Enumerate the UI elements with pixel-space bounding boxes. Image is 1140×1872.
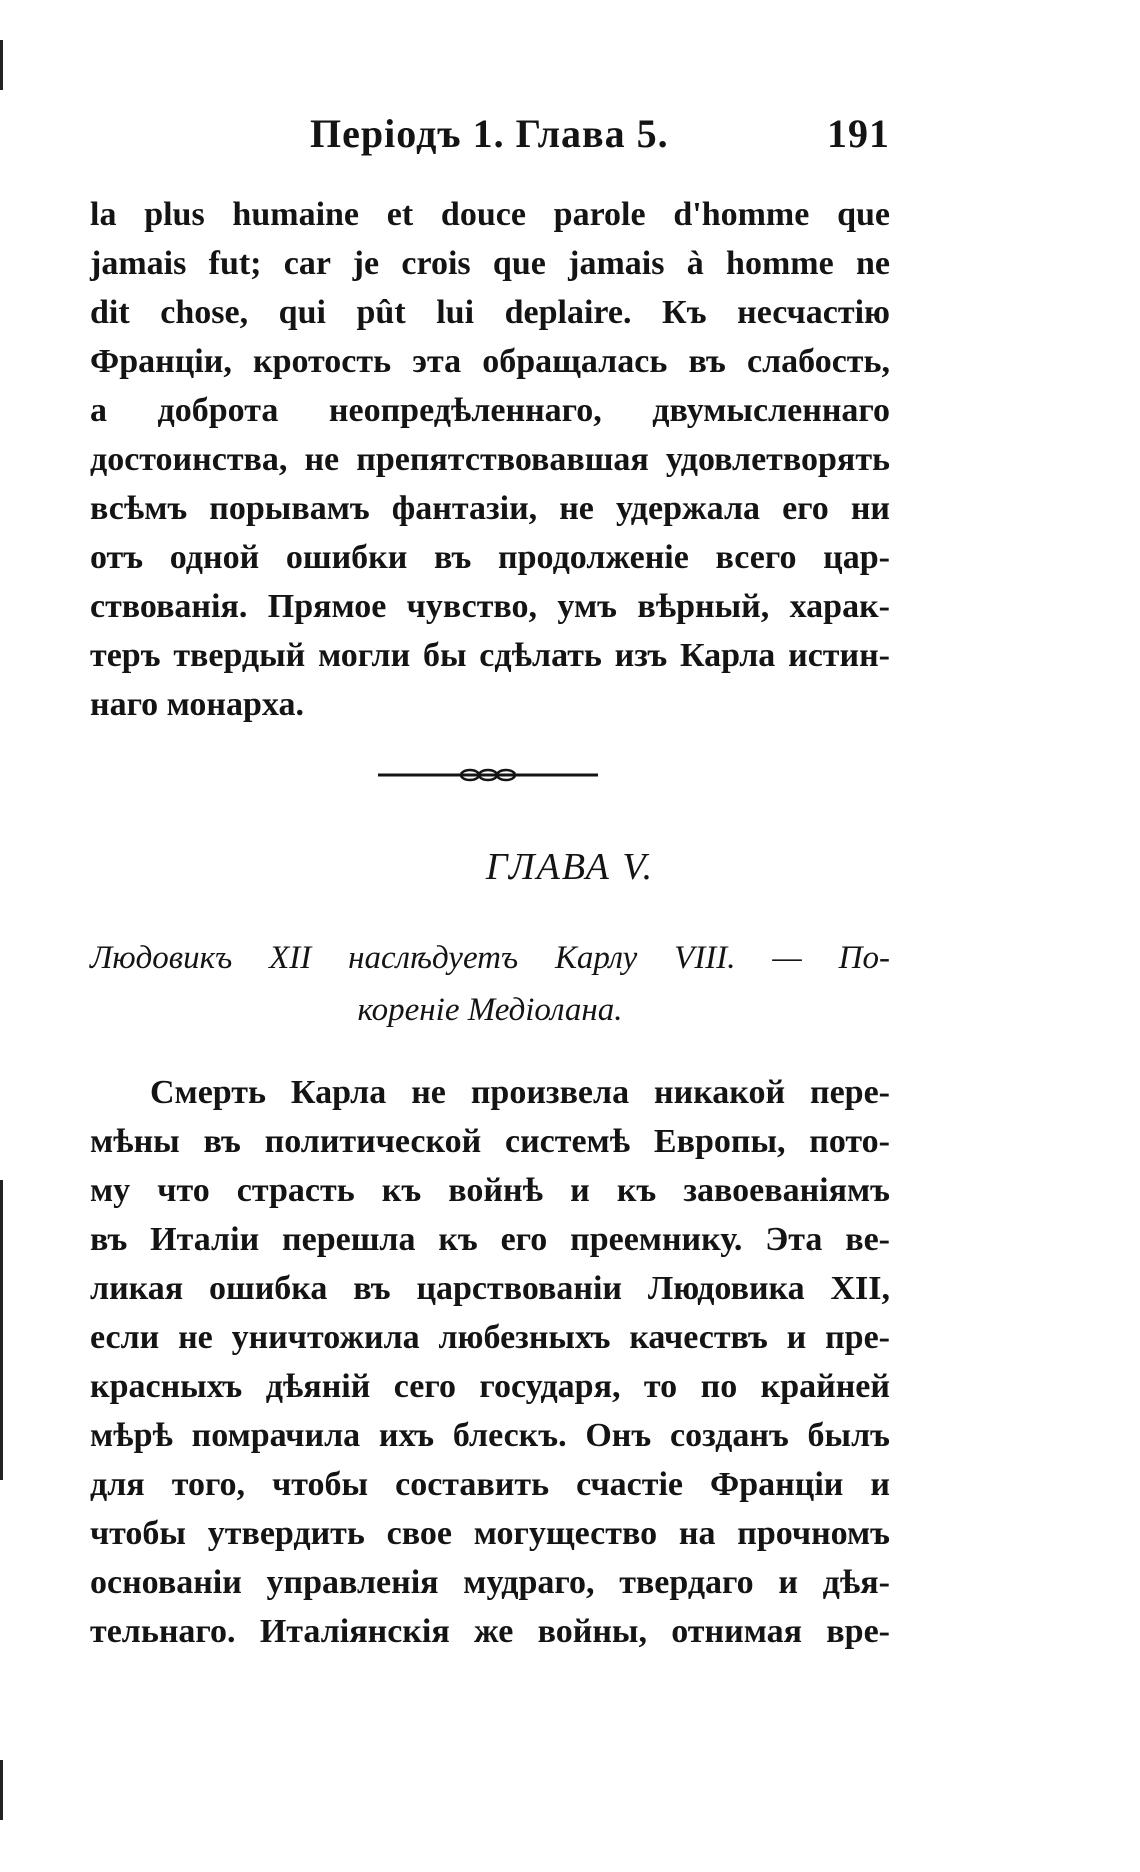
chapter-heading: ГЛАВА V. <box>485 846 655 888</box>
scan-edge-mark <box>0 40 3 90</box>
text-line: jamais fut; car je crois que jamais à homme ne <box>90 245 890 282</box>
section-divider-ornament <box>378 768 598 782</box>
paragraph-continued <box>90 190 890 729</box>
text-line: отъ одной ошибки въ продолженіе всего цар- <box>90 539 890 576</box>
text-line: красныхъ дѣяній сего государя, то по крайней <box>90 1368 890 1405</box>
scan-edge-mark <box>0 1760 3 1820</box>
page-number: 191 <box>827 111 890 156</box>
text-line: му что страсть къ войнѣ и къ завоеваніямъ <box>90 1172 890 1209</box>
text-line: въ Италіи перешла къ его преемнику. Эта ве- <box>90 1221 890 1258</box>
text-line: если не уничтожила любезныхъ качествъ и пре- <box>90 1319 890 1356</box>
text-line: мѣрѣ помрачила ихъ блескъ. Онъ созданъ былъ <box>90 1417 890 1454</box>
text-line: la plus humaine et douce parole d'homme que <box>90 196 890 233</box>
text-line: ствованія. Прямое чувство, умъ вѣрный, харак- <box>90 588 890 625</box>
text-line: теръ твердый могли бы сдѣлать изъ Карла истин- <box>90 637 890 674</box>
text-line: тельнаго. Италіянскія же войны, отнимая вре- <box>90 1613 890 1650</box>
text-line: а доброта неопредѣленнаго, двумысленнаго <box>90 392 890 429</box>
text-line: ликая ошибка въ царствованіи Людовика XII, <box>90 1270 890 1307</box>
text-line: чтобы утвердить свое могущество на прочномъ <box>90 1515 890 1552</box>
subtitle-line: Людовикъ XII наслѣдуетъ Карлу VIII. — По- <box>90 940 890 976</box>
chapter-paragraph <box>90 1068 890 1656</box>
subtitle-line: кореніе Медіолана. <box>357 992 623 1028</box>
scan-edge-mark <box>0 1180 3 1480</box>
text-line: для того, чтобы составить счастіе Франціи и <box>90 1466 890 1503</box>
text-line: основаніи управленія мудраго, твердаго и дѣя- <box>90 1564 890 1601</box>
text-line: мѣны въ политической системѣ Европы, пото- <box>90 1123 890 1160</box>
text-line: Смерть Карла не произвела никакой пере- <box>150 1074 890 1111</box>
chapter-subtitle <box>90 932 890 1036</box>
text-line: наго монарха. <box>90 686 304 723</box>
running-title: Періодъ 1. Глава 5. <box>310 111 669 156</box>
text-line: достоинства, не препятствовавшая удовлетворять <box>90 441 890 478</box>
text-line: всѣмъ порывамъ фантазіи, не удержала его ни <box>90 490 890 527</box>
text-line: Франціи, кротость эта обращалась въ слабость, <box>90 343 890 380</box>
text-line: dit chose, qui pût lui deplaire. Къ несчастію <box>90 294 890 331</box>
